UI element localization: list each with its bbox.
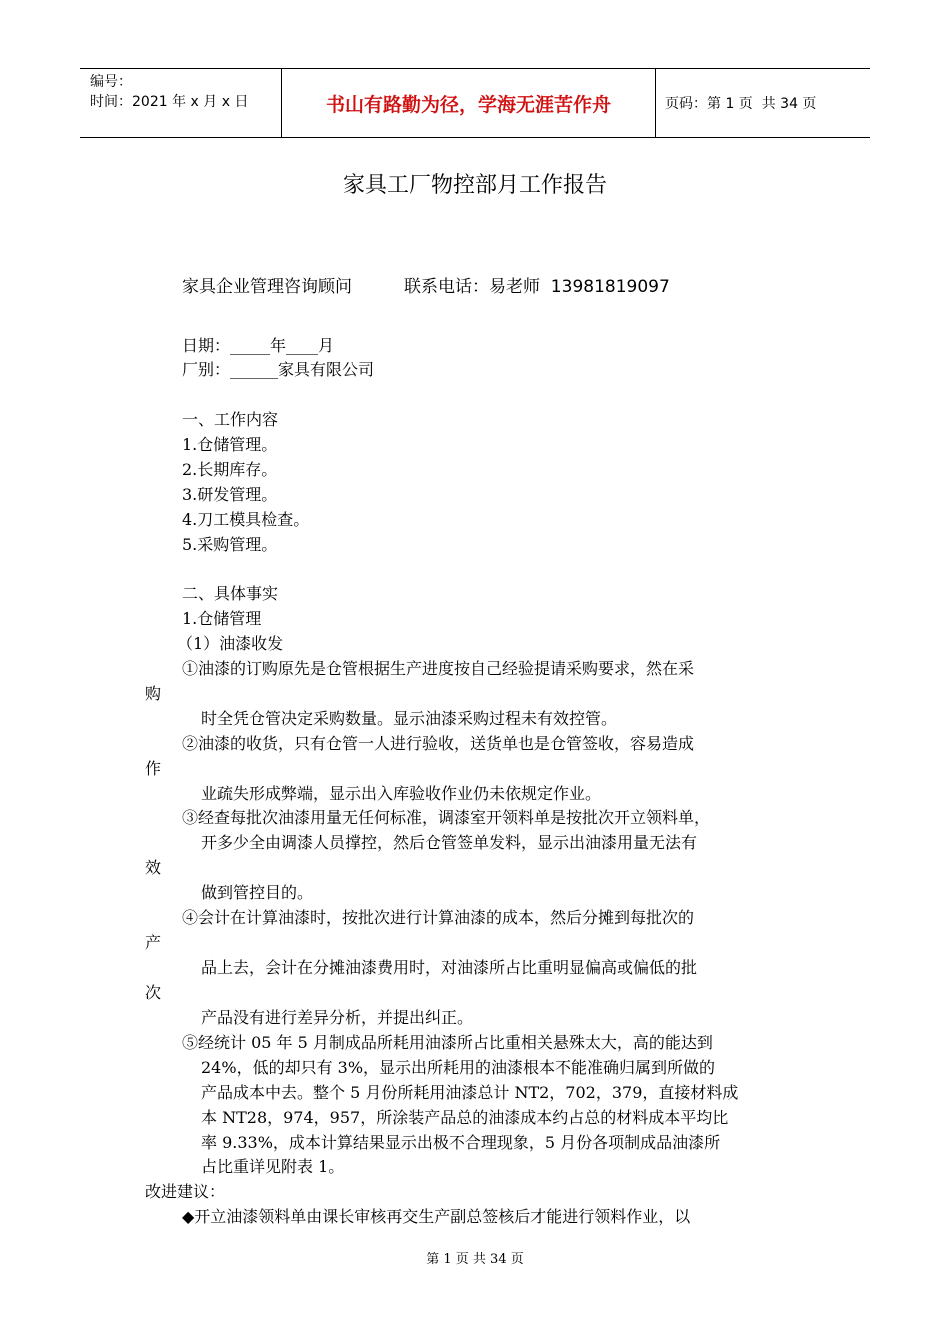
section-title-facts: 二、具体事实 <box>182 584 279 603</box>
paragraph-line: 品上去，会计在分摊油漆费用时，对油漆所占比重明显偏高或偏低的批 <box>201 958 698 977</box>
page-footer: 第 1 页 共 34 页 <box>426 1252 524 1267</box>
date-line: 日期：_____年____月 <box>182 336 335 355</box>
contact-line <box>182 272 670 297</box>
paragraph-line: 本 NT28，974，957，所涂装产品总的油漆成本约占总的材料成本平均比 <box>201 1108 729 1127</box>
paragraph-line: 次 <box>145 983 162 1002</box>
code-label: 编号： <box>90 74 132 90</box>
paragraph-line: ⑤经统计 05 年 5 月制成品所耗用油漆所占比重相关悬殊太大，高的能达到 <box>182 1033 713 1052</box>
paragraph-line: 24%，低的却只有 3%，显示出所耗用的油漆根本不能准确归属到所做的 <box>201 1058 716 1077</box>
factory-line: 厂别：______家具有限公司 <box>182 360 375 379</box>
header-meta <box>90 72 280 112</box>
paragraph-line: 做到管控目的。 <box>201 883 314 902</box>
page-header <box>80 68 870 138</box>
paragraph-line: 率 9.33%，成本计算结果显示出极不合理现象，5 月份各项制成品油漆所 <box>201 1133 721 1152</box>
subsection-title: （1）油漆收发 <box>177 634 284 653</box>
paragraph-line: 作 <box>145 759 162 778</box>
paragraph-line: 时全凭仓管决定采购数量。显示油漆采购过程未有效控管。 <box>201 709 618 728</box>
paragraph-line: 购 <box>145 684 162 703</box>
suggestion-line: ◆开立油漆领料单由课长审核再交生产副总签核后才能进行领料作业，以 <box>182 1207 691 1226</box>
paragraph-line: 产 <box>145 933 162 952</box>
consultant-text: 家具企业管理咨询顾问 <box>182 277 352 297</box>
list-item: 5.采购管理。 <box>182 535 278 554</box>
paragraph-line: 产品没有进行差异分析，并提出纠正。 <box>201 1008 474 1027</box>
header-page-info: 页码：第 1 页 共 34 页 <box>665 96 817 112</box>
paragraph-line: ③经查每批次油漆用量无任何标准，调漆室开领料单是按批次开立领料单， <box>182 808 711 827</box>
list-item: 1.仓储管理。 <box>182 435 278 454</box>
paragraph-line: 开多少全由调漆人员撑控，然后仓管签单发料，显示出油漆用量无法有 <box>201 833 698 852</box>
time-label: 时间：2021 年 x 月 x 日 <box>90 94 249 110</box>
paragraph-line: 效 <box>145 858 162 877</box>
list-item: 3.研发管理。 <box>182 485 278 504</box>
list-item: 4.刀工模具检查。 <box>182 510 310 529</box>
paragraph-line: ②油漆的收货，只有仓管一人进行验收，送货单也是仓管签收，容易造成 <box>182 734 695 753</box>
subsection-title: 1.仓储管理 <box>182 609 262 628</box>
paragraph-line: ④会计在计算油漆时，按批次进行计算油漆的成本，然后分摊到每批次的 <box>182 908 695 927</box>
paragraph-line: 占比重详见附表 1。 <box>201 1157 345 1176</box>
paragraph-line: 产品成本中去。整个 5 月份所耗用油漆总计 NT2，702，379，直接材料成 <box>201 1083 739 1102</box>
paragraph-line: ①油漆的订购原先是仓管根据生产进度按自己经验提请采购要求，然在采 <box>182 659 695 678</box>
section-title-work: 一、工作内容 <box>182 410 279 429</box>
paragraph-line: 业疏失形成弊端，显示出入库验收作业仍未依规定作业。 <box>201 784 602 803</box>
phone-text: 联系电话：易老师 13981819097 <box>404 277 670 297</box>
list-item: 2.长期库存。 <box>182 460 278 479</box>
header-motto: 书山有路勤为径，学海无涯苦作舟 <box>281 69 656 137</box>
document-title: 家具工厂物控部月工作报告 <box>342 173 607 198</box>
suggestion-title: 改进建议： <box>145 1182 226 1201</box>
